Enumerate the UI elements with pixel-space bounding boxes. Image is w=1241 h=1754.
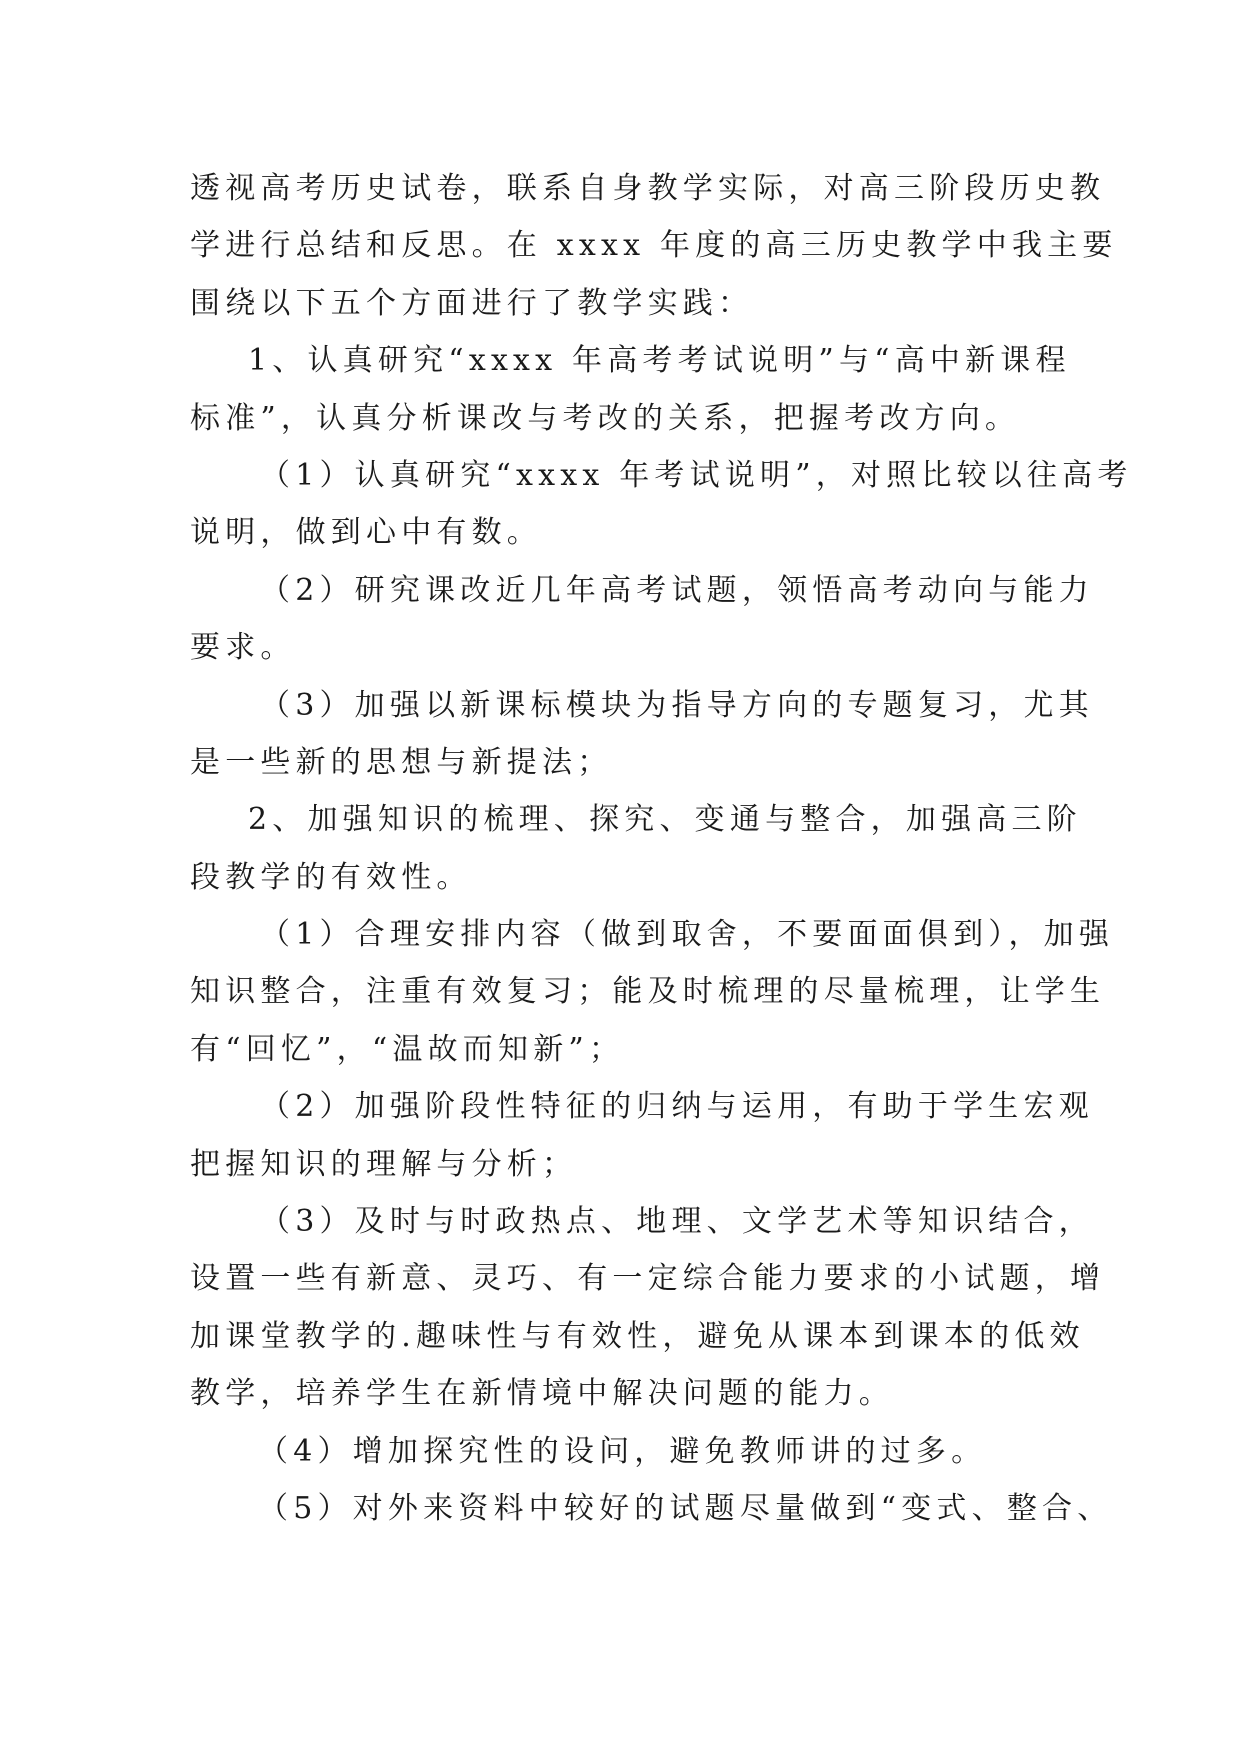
text-line: 教学，培养学生在新情境中解决问题的能力。 (190, 1376, 894, 1412)
section-heading-2: 2、加强知识的梳理、探究、变通与整合，加强高三阶 (248, 802, 1082, 838)
list-item: （4）增加探究性的设问，避免教师讲的过多。 (258, 1433, 987, 1469)
list-item: （2）加强阶段性特征的归纳与运用，有助于学生宏观 (260, 1089, 1094, 1125)
text-line: 设置一些有新意、灵巧、有一定综合能力要求的小试题，增 (190, 1261, 1106, 1297)
text-line: 学进行总结和反思。在 xxxx 年度的高三历史教学中我主要 (190, 228, 1118, 264)
section-heading-1: 1、认真研究“xxxx 年高考考试说明”与“高中新课程 (248, 343, 1071, 379)
text-line: 是一些新的思想与新提法； (190, 744, 613, 780)
list-item: （3）加强以新课标模块为指导方向的专题复习，尤其 (260, 687, 1094, 723)
text-line: 说明，做到心中有数。 (190, 515, 542, 551)
list-item: （1）合理安排内容（做到取舍，不要面面俱到），加强 (260, 917, 1115, 953)
text-line: 加课堂教学的.趣味性与有效性，避免从课本到课本的低效 (190, 1318, 1085, 1354)
document-body (190, 160, 1133, 1537)
text-line: 要求。 (190, 630, 296, 666)
text-line: 透视高考历史试卷，联系自身教学实际，对高三阶段历史教 (190, 171, 1106, 206)
list-item: （3）及时与时政热点、地理、文学艺术等知识结合， (260, 1204, 1094, 1240)
text-line: 围绕以下五个方面进行了教学实践： (190, 285, 754, 321)
list-item: （1）认真研究“xxxx 年考试说明”，对照比较以往高考 (260, 457, 1133, 493)
list-item: （2）研究课改近几年高考试题，领悟高考动向与能力 (260, 572, 1094, 608)
text-line: 有“回忆”，“温故而知新”； (190, 1031, 625, 1067)
text-line: 段教学的有效性。 (190, 859, 472, 895)
list-item: （5）对外来资料中较好的试题尽量做到“变式、整合、 (258, 1490, 1113, 1526)
text-line: 标准”，认真分析课改与考改的关系，把握考改方向。 (190, 400, 1021, 436)
text-line: 知识整合，注重有效复习；能及时梳理的尽量梳理，让学生 (190, 974, 1106, 1010)
text-line: 把握知识的理解与分析； (190, 1146, 578, 1182)
